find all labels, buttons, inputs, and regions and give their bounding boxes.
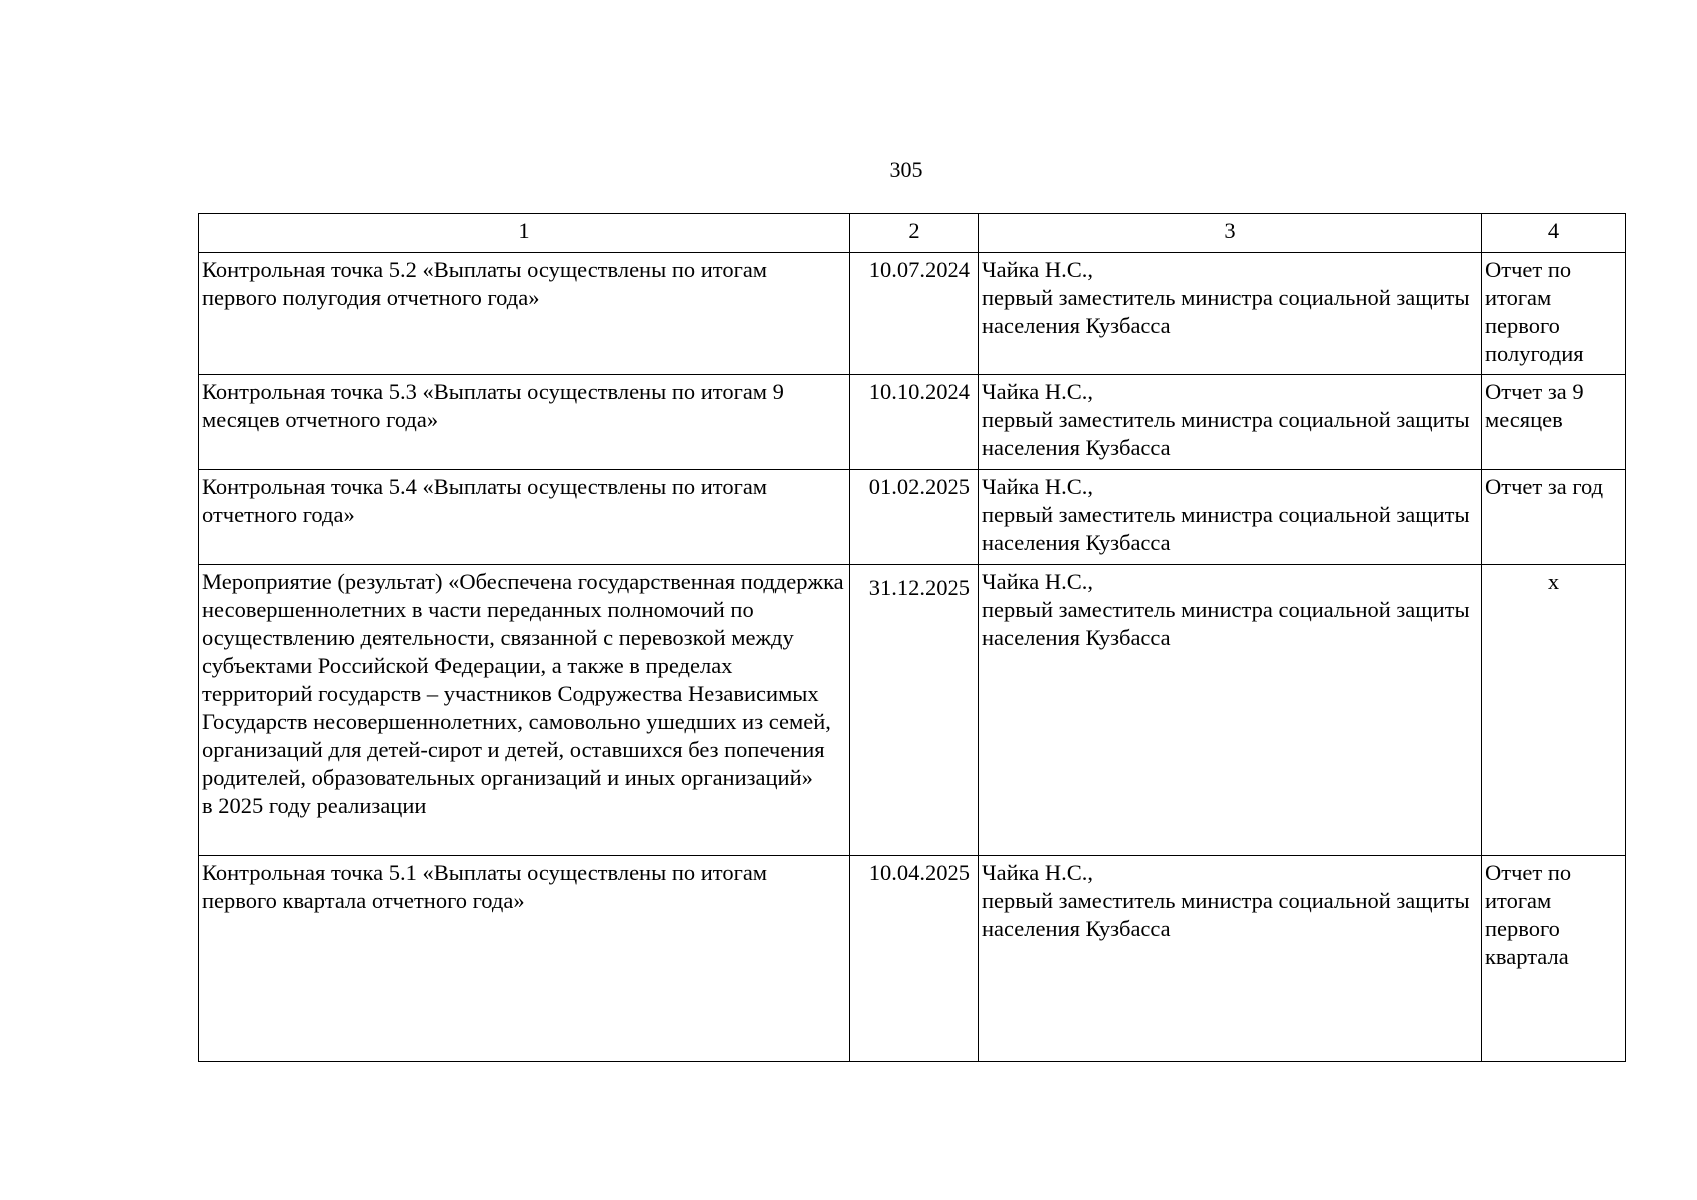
column-header-4: 4 xyxy=(1482,214,1626,253)
row-responsible: Чайка Н.С., первый заместитель министра социальной защиты населения Кузбасса xyxy=(979,565,1482,856)
row-responsible: Чайка Н.С., первый заместитель министра социальной защиты населения Кузбасса xyxy=(979,470,1482,565)
column-header-2: 2 xyxy=(850,214,979,253)
row-responsible: Чайка Н.С., первый заместитель министра социальной защиты населения Кузбасса xyxy=(979,856,1482,1062)
row-document: Отчет по итогам первого квартала xyxy=(1482,856,1626,1062)
table-row xyxy=(199,375,1626,470)
row-name: Контрольная точка 5.2 «Выплаты осуществлены по итогам первого полугодия отчетного года» xyxy=(199,253,850,375)
row-name: Мероприятие (результат) «Обеспечена государственная поддержка несовершеннолетних в части переданных полномочий по осуществлению деятельности, связанной с перевозкой между субъектами Российской Федерации, а также в пределах территорий государств – участников Содружества Независимых Государств несовершеннолетних, самовольно ушедших из семей, организаций для детей-сирот и детей, оставшихся без попечения родителей, образовательных организаций и иных организаций» в 2025 году реализации xyxy=(199,565,850,856)
row-date: 10.04.2025 xyxy=(850,856,979,1062)
row-date: 01.02.2025 xyxy=(850,470,979,565)
row-document: х xyxy=(1482,565,1626,856)
row-name: Контрольная точка 5.4 «Выплаты осуществлены по итогам отчетного года» xyxy=(199,470,850,565)
table-row xyxy=(199,470,1626,565)
control-points-table xyxy=(198,213,1626,1062)
table-row xyxy=(199,856,1626,1062)
row-date: 10.07.2024 xyxy=(850,253,979,375)
row-responsible: Чайка Н.С., первый заместитель министра социальной защиты населения Кузбасса xyxy=(979,375,1482,470)
row-document: Отчет по итогам первого полугодия xyxy=(1482,253,1626,375)
row-document: Отчет за год xyxy=(1482,470,1626,565)
row-document: Отчет за 9 месяцев xyxy=(1482,375,1626,470)
row-date: 10.10.2024 xyxy=(850,375,979,470)
row-responsible: Чайка Н.С., первый заместитель министра социальной защиты населения Кузбасса xyxy=(979,253,1482,375)
column-header-3: 3 xyxy=(979,214,1482,253)
page-number: 305 xyxy=(889,157,923,182)
table-row xyxy=(199,253,1626,375)
row-name: Контрольная точка 5.1 «Выплаты осуществлены по итогам первого квартала отчетного года» xyxy=(199,856,850,1062)
column-header-1: 1 xyxy=(199,214,850,253)
row-name: Контрольная точка 5.3 «Выплаты осуществлены по итогам 9 месяцев отчетного года» xyxy=(199,375,850,470)
row-date: 31.12.2025 xyxy=(850,565,979,856)
table-row xyxy=(199,565,1626,856)
table-header-row xyxy=(199,214,1626,253)
